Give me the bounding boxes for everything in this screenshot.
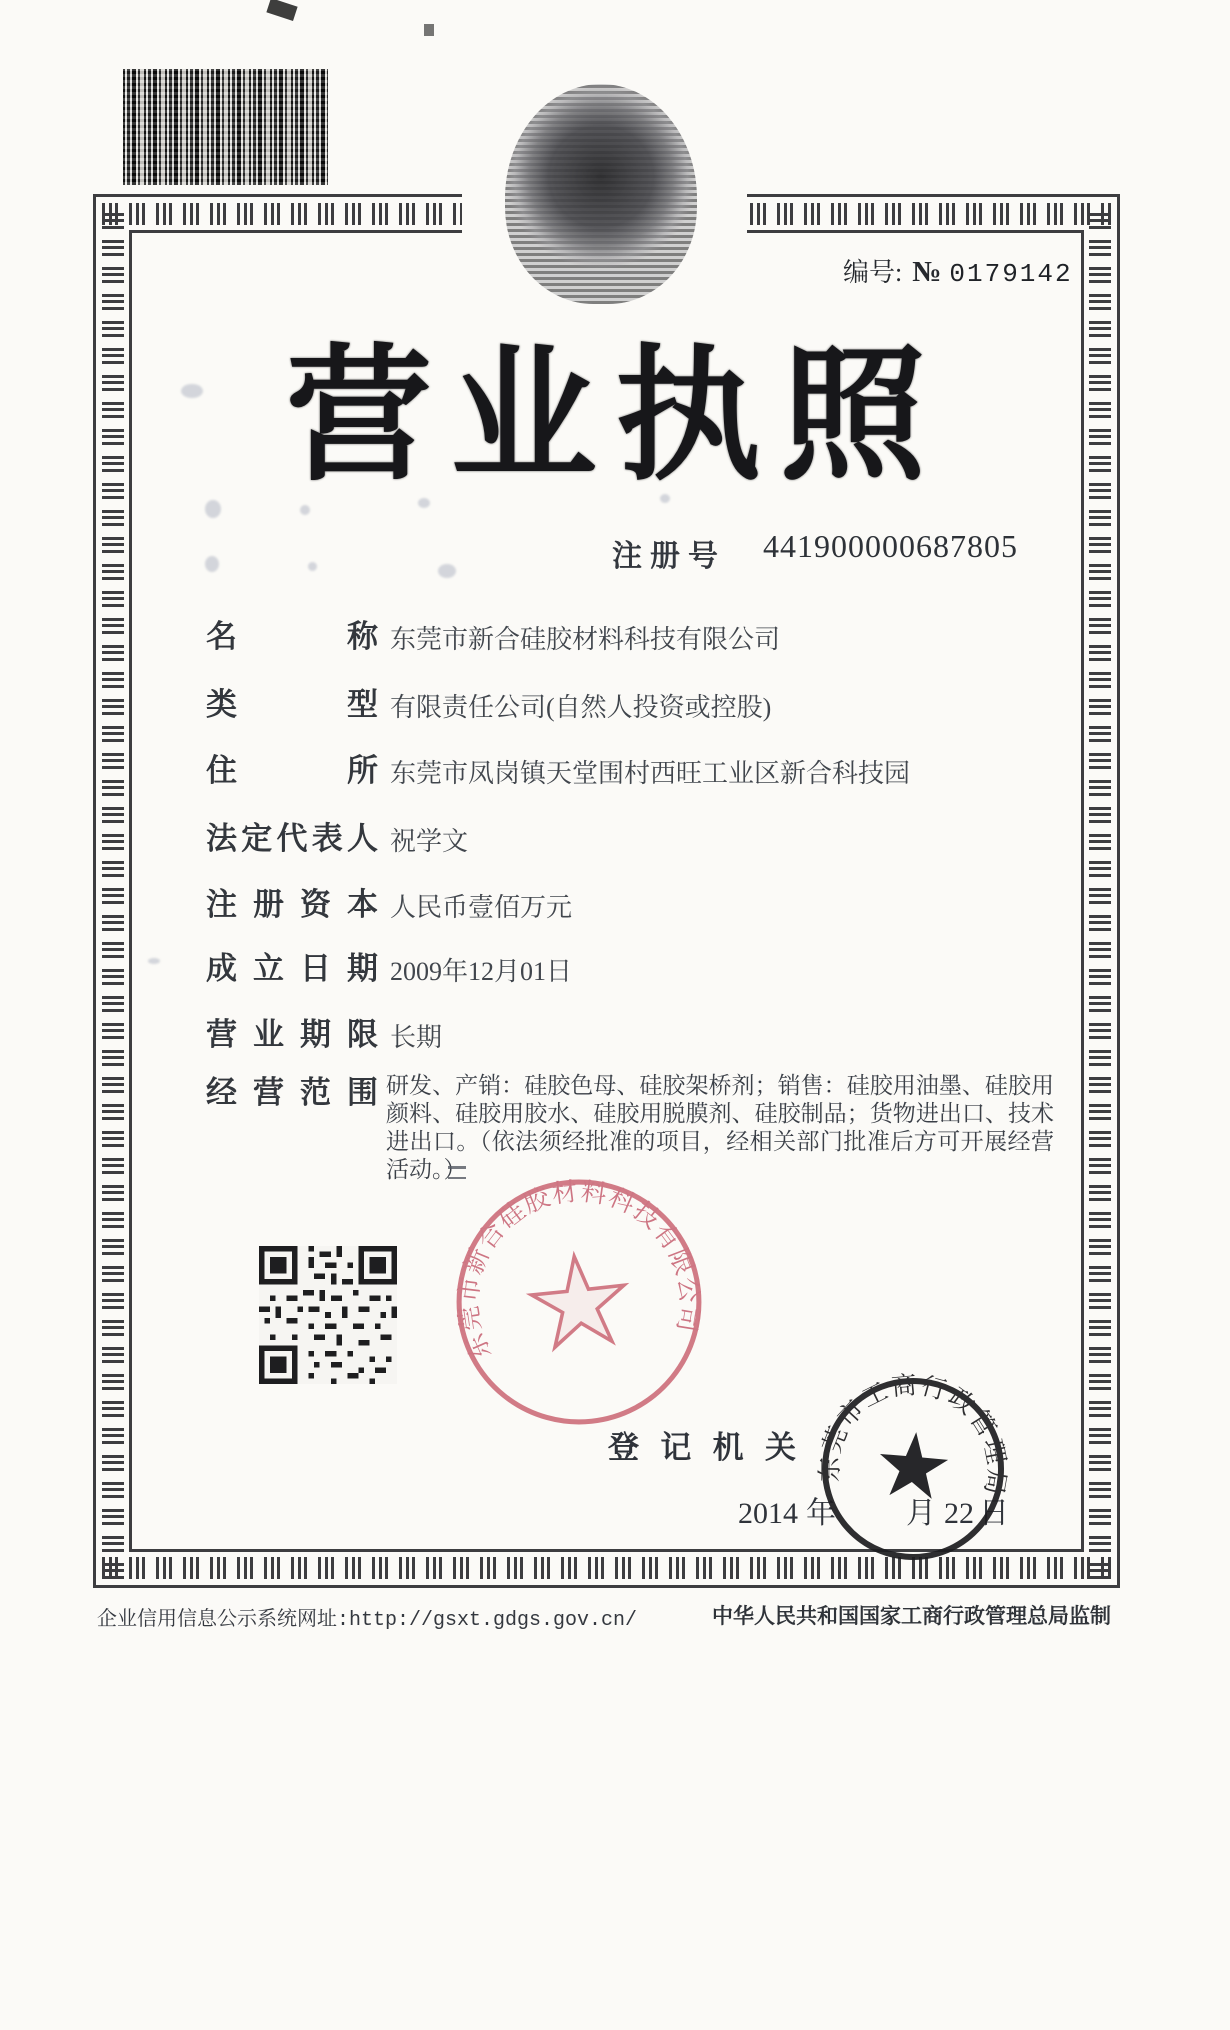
numero-symbol: №	[912, 256, 942, 288]
registration-number-value: 441900000687805	[763, 528, 1018, 564]
red-company-stamp	[439, 1162, 718, 1441]
footer-public-info-url: 企业信用信息公示系统网址:http://gsxt.gdgs.gov.cn/	[97, 1609, 638, 1632]
field-label-term: 营 业 期 限	[206, 1017, 378, 1052]
license-title: 营 业 执 照	[286, 334, 926, 497]
black-stamp-text: 东莞市工商行政管理局	[815, 1370, 1011, 1500]
registrar-label: 登 记 机 关	[608, 1430, 796, 1465]
frame-band-left	[102, 203, 124, 1579]
serial-line	[843, 252, 1073, 289]
field-value-legal-rep: 祝学文	[390, 827, 469, 856]
issue-day: 22	[944, 1497, 974, 1530]
serial-number: 0179142	[949, 259, 1073, 289]
field-value-founded: 2009年12月01日	[390, 957, 573, 986]
field-value-term: 长期	[390, 1023, 443, 1052]
qr-code	[259, 1246, 397, 1384]
issue-year: 2014	[738, 1497, 798, 1530]
barcode	[123, 69, 328, 185]
field-value-address: 东莞市凤岗镇天堂围村西旺工业区新合科技园	[390, 759, 911, 788]
scan-correction-mark	[448, 1166, 466, 1179]
registration-number-label: 注 册 号	[612, 540, 718, 573]
national-emblem-icon	[505, 84, 697, 304]
footer-issuer: 中华人民共和国国家工商行政管理总局监制	[712, 1604, 1111, 1628]
field-label-type: 类 型	[206, 687, 378, 722]
field-value-name: 东莞市新合硅胶材料科技有限公司	[390, 625, 781, 654]
serial-label: 编号:	[843, 258, 903, 287]
field-label-address: 住 所	[206, 753, 378, 788]
black-authority-stamp	[810, 1366, 1016, 1572]
field-label-legal-rep: 法 定 代 表 人	[206, 821, 378, 856]
frame-band-right	[1089, 203, 1111, 1579]
field-value-type: 有限责任公司(自然人投资或控股)	[390, 693, 772, 722]
scan-speck	[424, 24, 434, 36]
day-unit: 日	[979, 1497, 1009, 1530]
field-label-founded: 成 立 日 期	[206, 951, 378, 986]
year-unit: 年	[806, 1497, 836, 1530]
field-label-name: 名 称	[206, 619, 378, 654]
field-label-capital: 注 册 资 本	[206, 887, 378, 922]
scan-speck	[266, 0, 297, 21]
star-icon	[876, 1429, 950, 1500]
field-label-scope: 经 营 范 围	[206, 1075, 378, 1110]
red-stamp-text: 东莞市新合硅胶材料科技有限公司	[454, 1177, 704, 1364]
field-value-scope: 研发、产销：硅胶色母、硅胶架桥剂；销售：硅胶用油墨、硅胶用颜料、硅胶用胶水、硅胶用脱膜剂、硅胶制品；货物进出口、技术进出口。（依法须经批准的项目，经相关部门批准后方可开展经营活动。）	[386, 1073, 1054, 1182]
field-value-capital: 人民币壹佰万元	[390, 893, 573, 922]
star-icon	[528, 1252, 630, 1349]
month-unit: 月	[906, 1497, 936, 1530]
